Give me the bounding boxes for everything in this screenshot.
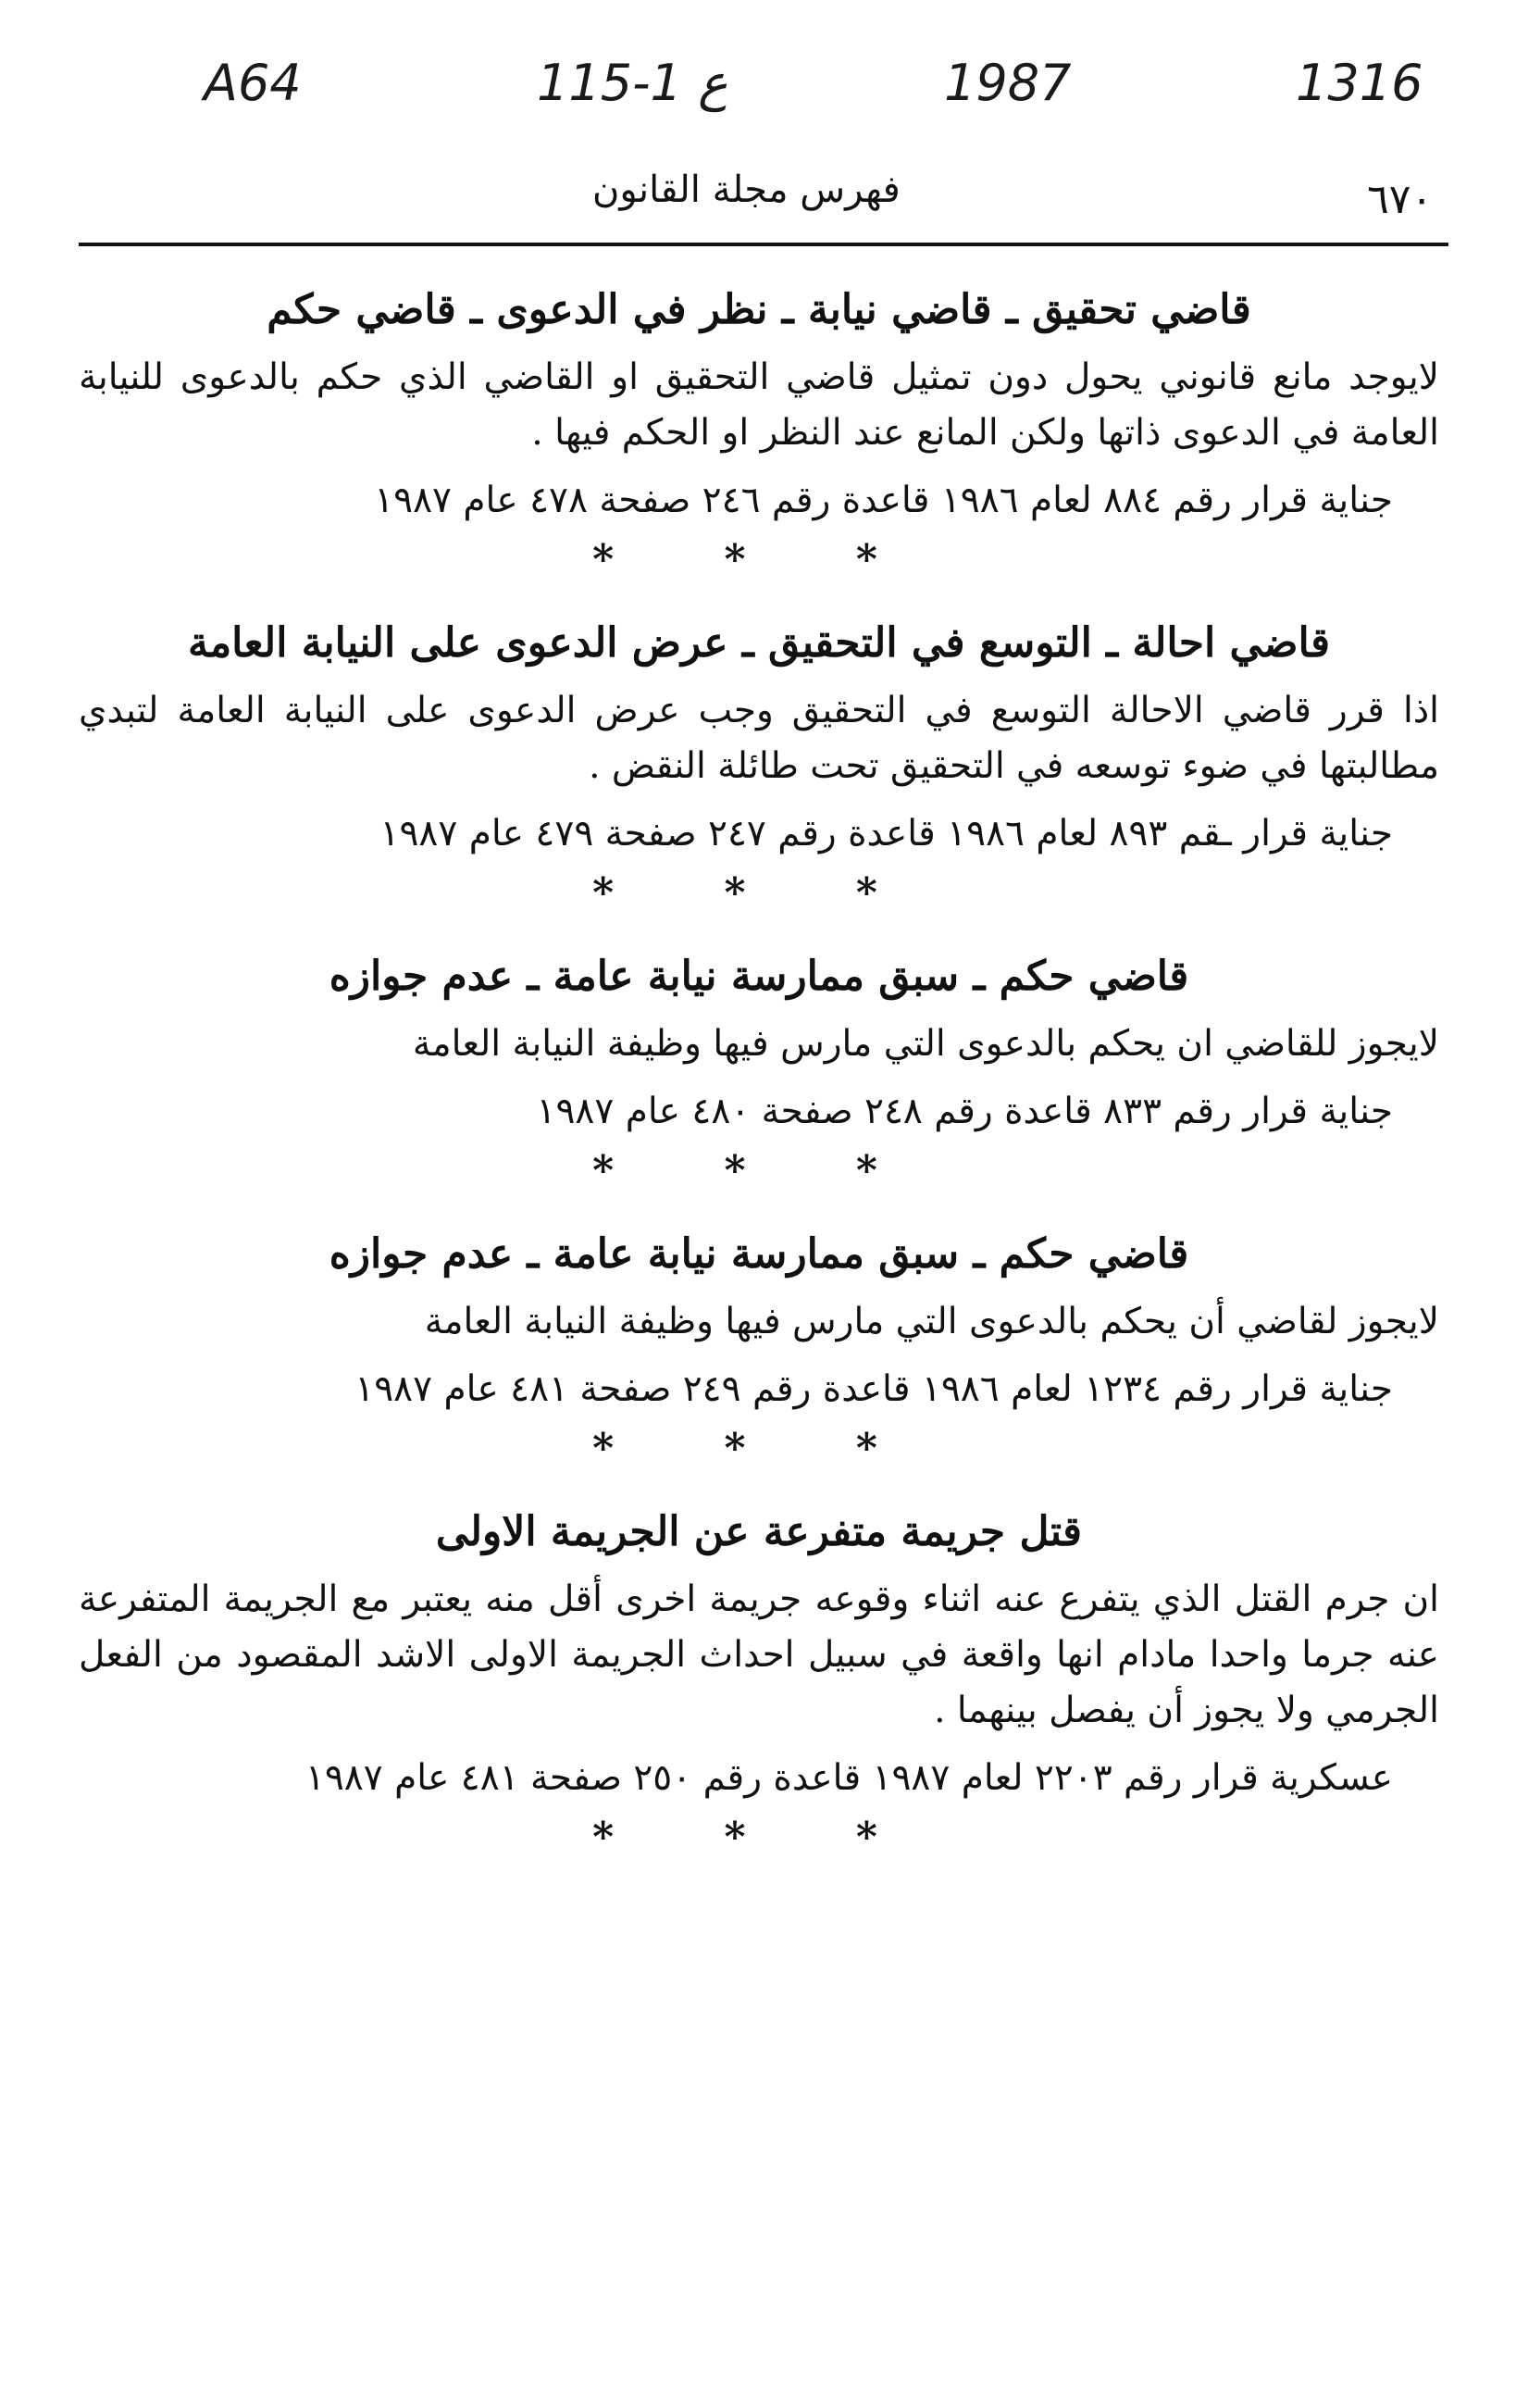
entry: [69, 950, 1448, 1204]
entry-heading: قاضي احالة ـ التوسع في التحقيق ـ عرض الدعوى على النيابة العامة: [188, 619, 1330, 667]
entry-heading: قاضي حكم ـ سبق ممارسة نيابة عامة ـ عدم جوازه: [329, 1230, 1189, 1278]
entries-list: [69, 268, 1448, 1894]
separator-stars: * * *: [592, 1814, 926, 1861]
separator-stars: * * *: [592, 1147, 926, 1194]
entry-text: ان جرم القتل الذي يتفرع عنه اثناء وقوعه جريمة اخرى أقل منه يعتبر مع الجريمة المتفرعة عنه جرما واحدا مادام انها واقعة في سبيل احداث الجريمة الاولى الاشد المقصود من الفعل الجرمي ولا يجوز أن يفصل بينهما .: [79, 1578, 1439, 1731]
entry-citation: عسكرية قرار رقم ٢٢٠٣ لعام ١٩٨٧ قاعدة رقم ٢٥٠ صفحة ٤٨١ عام ١٩٨٧: [304, 1757, 1393, 1799]
separator-stars: * * *: [592, 1425, 926, 1472]
entry-heading: قتل جريمة متفرعة عن الجريمة الاولى: [435, 1508, 1083, 1555]
handwritten-note-2: 115-1 ع: [537, 54, 728, 112]
entry: [69, 1505, 1448, 1870]
entry: [69, 617, 1448, 926]
running-header: [0, 168, 1516, 224]
separator-stars: * * *: [592, 869, 926, 917]
entry-citation: جناية قرار ـقم ٨٩٣ لعام ١٩٨٦ قاعدة رقم ٢٤٧ صفحة ٤٧٩ عام ١٩٨٧: [379, 813, 1393, 855]
entry: [69, 283, 1448, 593]
handwritten-note-1: A64: [204, 54, 302, 112]
entry-citation: جناية قرار رقم ٨٣٣ قاعدة رقم ٢٤٨ صفحة ٤٨٠ عام ١٩٨٧: [536, 1091, 1393, 1132]
entry: [69, 1228, 1448, 1481]
entry-text: لايجوز لقاضي أن يحكم بالدعوى التي مارس فيها وظيفة النيابة العامة: [424, 1301, 1439, 1342]
entry-heading: قاضي تحقيق ـ قاضي نيابة ـ نظر في الدعوى ـ قاضي حكم: [267, 286, 1251, 333]
entry-citation: جناية قرار رقم ١٢٣٤ لعام ١٩٨٦ قاعدة رقم ٢٤٩ صفحة ٤٨١ عام ١٩٨٧: [354, 1368, 1393, 1410]
page-number: ٦٧٠: [1367, 176, 1433, 223]
entry-citation: جناية قرار رقم ٨٨٤ لعام ١٩٨٦ قاعدة رقم ٢٤٦ صفحة ٤٧٨ عام ١٩٨٧: [374, 480, 1393, 521]
separator-stars: * * *: [592, 536, 926, 583]
handwritten-note-4: 1316: [1296, 54, 1423, 112]
entry-text: لايجوز للقاضي ان يحكم بالدعوى التي مارس فيها وظيفة النيابة العامة: [412, 1023, 1439, 1065]
page-title: فهرس مجلة القانون: [592, 168, 901, 211]
entry-text: لايوجد مانع قانوني يحول دون تمثيل قاضي التحقيق او القاضي الذي حكم بالدعوى للنيابة العامة في الدعوى ذاتها ولكن المانع عند النظر او الحكم فيها .: [79, 356, 1439, 454]
entry-text: اذا قرر قاضي الاحالة التوسع في التحقيق وجب عرض الدعوى على النيابة العامة لتبدي مطالبتها في ضوء توسعه في التحقيق تحت طائلة النقض .: [79, 690, 1439, 787]
entry-heading: قاضي حكم ـ سبق ممارسة نيابة عامة ـ عدم جوازه: [329, 953, 1189, 1000]
header-rule: [79, 243, 1448, 246]
handwritten-note-3: 1987: [944, 54, 1072, 112]
